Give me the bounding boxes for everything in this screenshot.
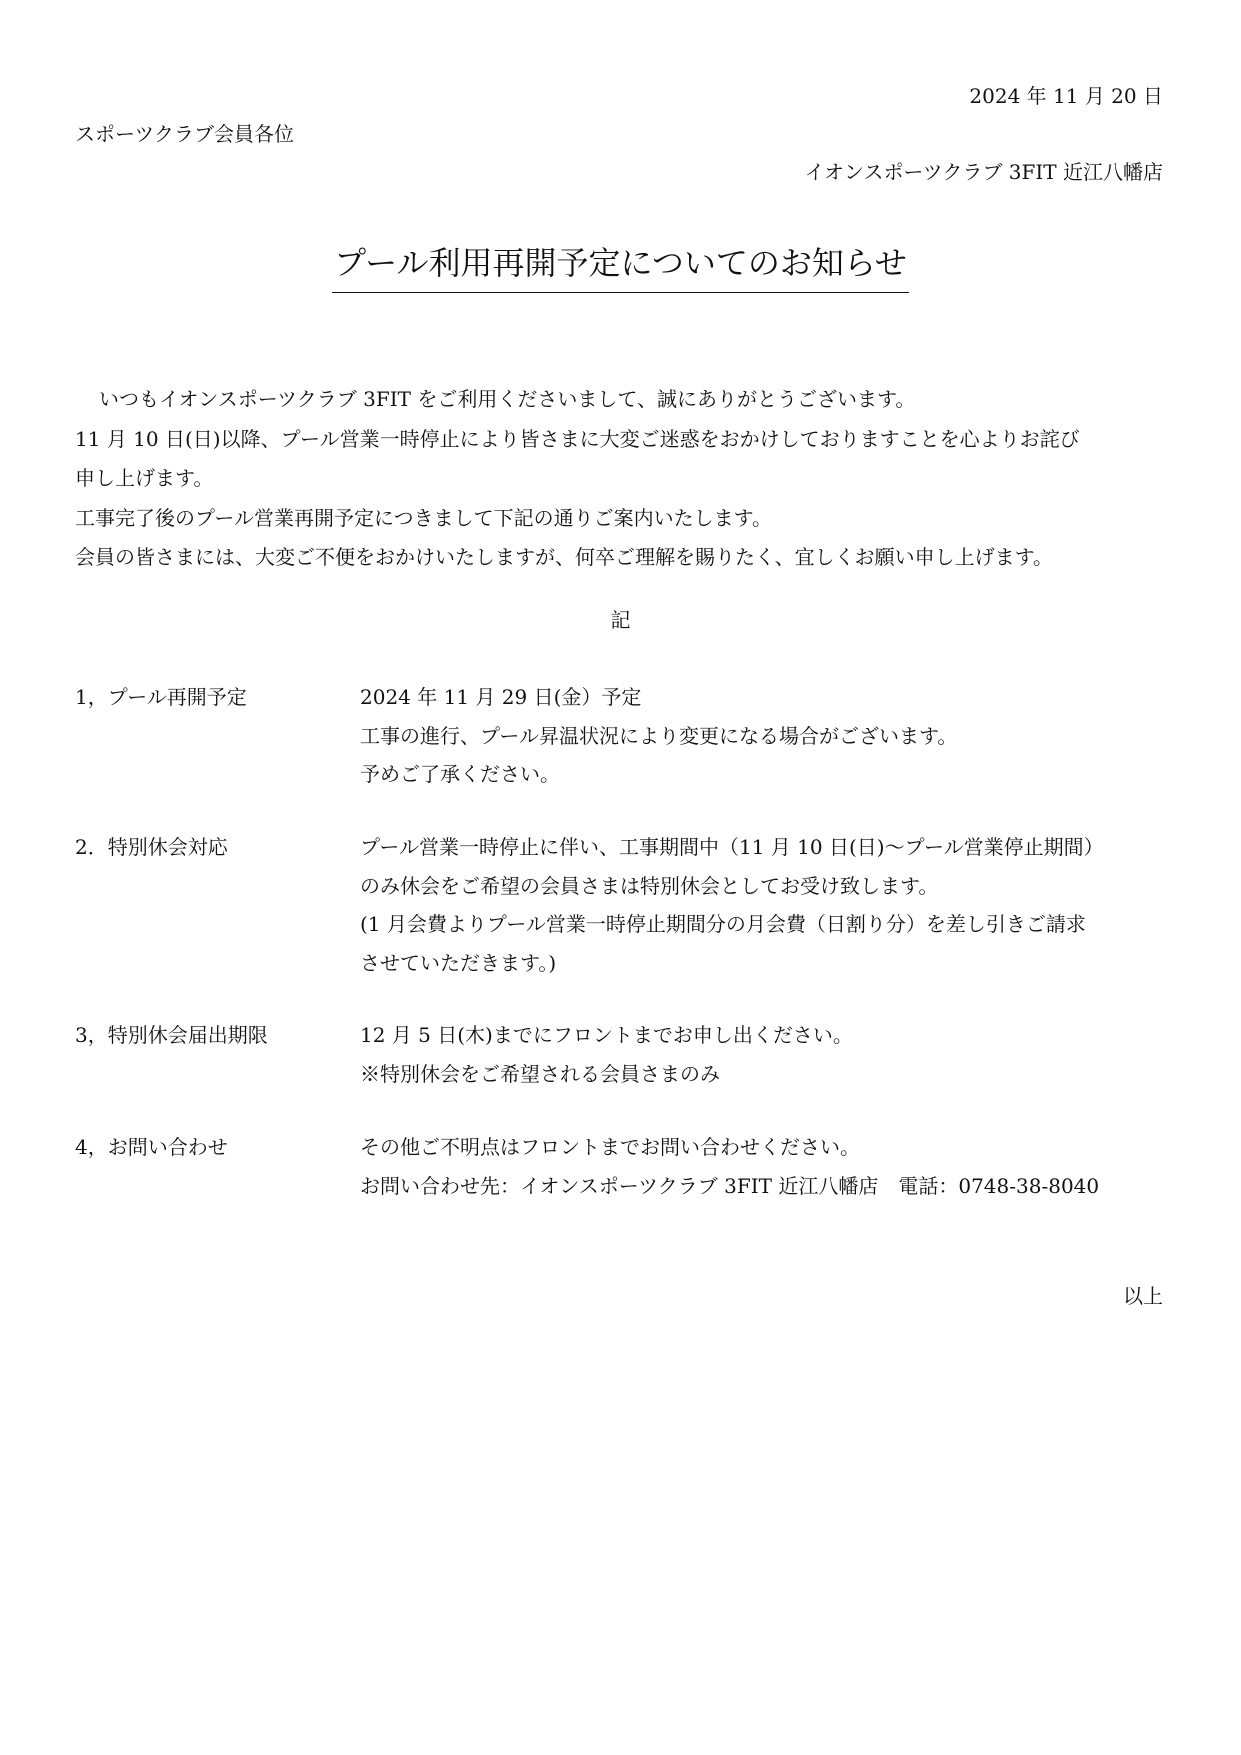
notice-body: [75, 380, 1170, 578]
notice-title: プール利用再開予定についてのお知らせ: [332, 238, 909, 293]
body-line: 会員の皆さまには、大変ご不便をおかけいたしますが、何卒ご理解を賜りたく、宜しくお願い申し上げます。: [75, 545, 1053, 569]
body-line: いつもイオンスポーツクラブ 3FIT をご利用くださいまして、誠にありがとうございます。: [99, 387, 916, 411]
body-line: 工事完了後のプール営業再開予定につきまして下記の通りご案内いたします。: [75, 505, 772, 530]
item-line: その他ご不明点はフロントまでお問い合わせください。: [360, 1135, 860, 1159]
item-line: のみ休会をご希望の会員さまは特別休会としてお受け致します。: [360, 873, 939, 898]
item-label: 1，プール再開予定: [75, 685, 247, 709]
item-line: 2024 年 11 月 29 日(金）予定: [360, 685, 642, 709]
body-line: 11 月 10 日(日)以降、プール営業一時停止により皆さまに大変ご迷惑をおかけしておりますことを心よりお詫び: [75, 426, 1080, 451]
item-line: させていただきます。): [360, 950, 557, 975]
item-line: お問い合わせ先：イオンスポーツクラブ 3FIT 近江八幡店 電話：0748-38-8040: [360, 1173, 1100, 1198]
document-date: 2024 年 11 月 20 日: [969, 84, 1163, 108]
item-line: (1 月会費よりプール営業一時停止期間分の月会費（日割り分）を差し引きご請求: [360, 912, 1086, 936]
item-line: プール営業一時停止に伴い、工事期間中（11 月 10 日(日)～プール営業停止期間）: [360, 835, 1104, 859]
item-line: 12 月 5 日(木)までにフロントまでお申し出ください。: [360, 1023, 853, 1047]
item-label: 3，特別休会届出期限: [75, 1023, 268, 1047]
ki-heading: 記: [610, 608, 631, 632]
closing: 以上: [1123, 1284, 1163, 1308]
body-line: 申し上げます。: [75, 466, 214, 490]
sender: イオンスポーツクラブ 3FIT 近江八幡店: [804, 160, 1163, 184]
notice-title-wrap: [0, 238, 1241, 293]
addressee: スポーツクラブ会員各位: [75, 122, 294, 146]
item-line: 予めご了承ください。: [360, 762, 560, 786]
item-line: ※特別休会をご希望される会員さまのみ: [360, 1061, 720, 1086]
item-line: 工事の進行、プール昇温状況により変更になる場合がございます。: [360, 723, 958, 748]
item-label: 2．特別休会対応: [75, 835, 228, 859]
item-label: 4，お問い合わせ: [75, 1135, 228, 1159]
